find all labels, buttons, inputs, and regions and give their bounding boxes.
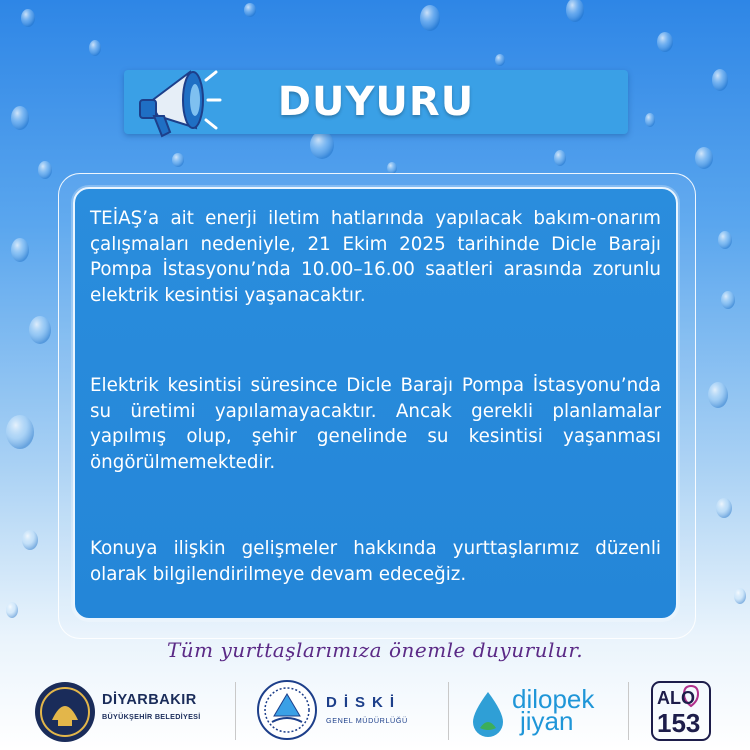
alo-logo-label: ALO bbox=[657, 688, 695, 708]
logo-separator bbox=[448, 682, 449, 740]
dilopek-logo-line1: dilopek bbox=[512, 684, 595, 714]
footer-note: Tüm yurttaşlarımıza önemle duyurulur. bbox=[166, 638, 584, 662]
diski-emblem-icon bbox=[258, 681, 316, 739]
announcement-paragraph-1: TEİAŞ’a ait enerji iletim hatlarında yapılacak bakım-onarım çalışmaları nedeniyle, 21 Ekim 2025 tarihinde Dicle Barajı Pompa İstasyonu’nda 10.00–16.00 saatleri arasında zorunlu elektrik kesintisi yaşanacaktır. bbox=[90, 208, 661, 306]
megaphone-icon bbox=[128, 58, 224, 148]
logo-separator bbox=[235, 682, 236, 740]
dilopek-logo-line2: jiyan bbox=[520, 706, 574, 736]
banner-title: DUYURU bbox=[277, 79, 475, 125]
alo-logo-number: 153 bbox=[657, 708, 701, 738]
logo-separator bbox=[628, 682, 629, 740]
diski-logo-name: DİSKİ bbox=[326, 694, 402, 711]
announcement-paragraph-2: Elektrik kesintisi süresince Dicle Barajı Pompa İstasyonu’nda su üretimi yapılamayacaktır. Ancak gerekli planlamalar yapılmış olup, şehir genelinde su kesintisi yaşanması öngörülmemektedir. bbox=[90, 375, 661, 473]
logos-row bbox=[0, 672, 750, 750]
dbb-logo-subtitle: BÜYÜKŞEHİR BELEDİYESİ bbox=[102, 712, 201, 721]
dilopek-drop-icon bbox=[473, 692, 503, 737]
dbb-logo-name: DİYARBAKIR bbox=[102, 692, 197, 708]
announcement-paragraph-3: Konuya ilişkin gelişmeler hakkında yurttaşlarımız düzenli olarak bilgilendirilmeye devam edeceğiz. bbox=[90, 538, 661, 585]
dbb-emblem-icon bbox=[35, 682, 95, 742]
diski-logo-subtitle: GENEL MÜDÜRLÜĞÜ bbox=[326, 716, 408, 725]
